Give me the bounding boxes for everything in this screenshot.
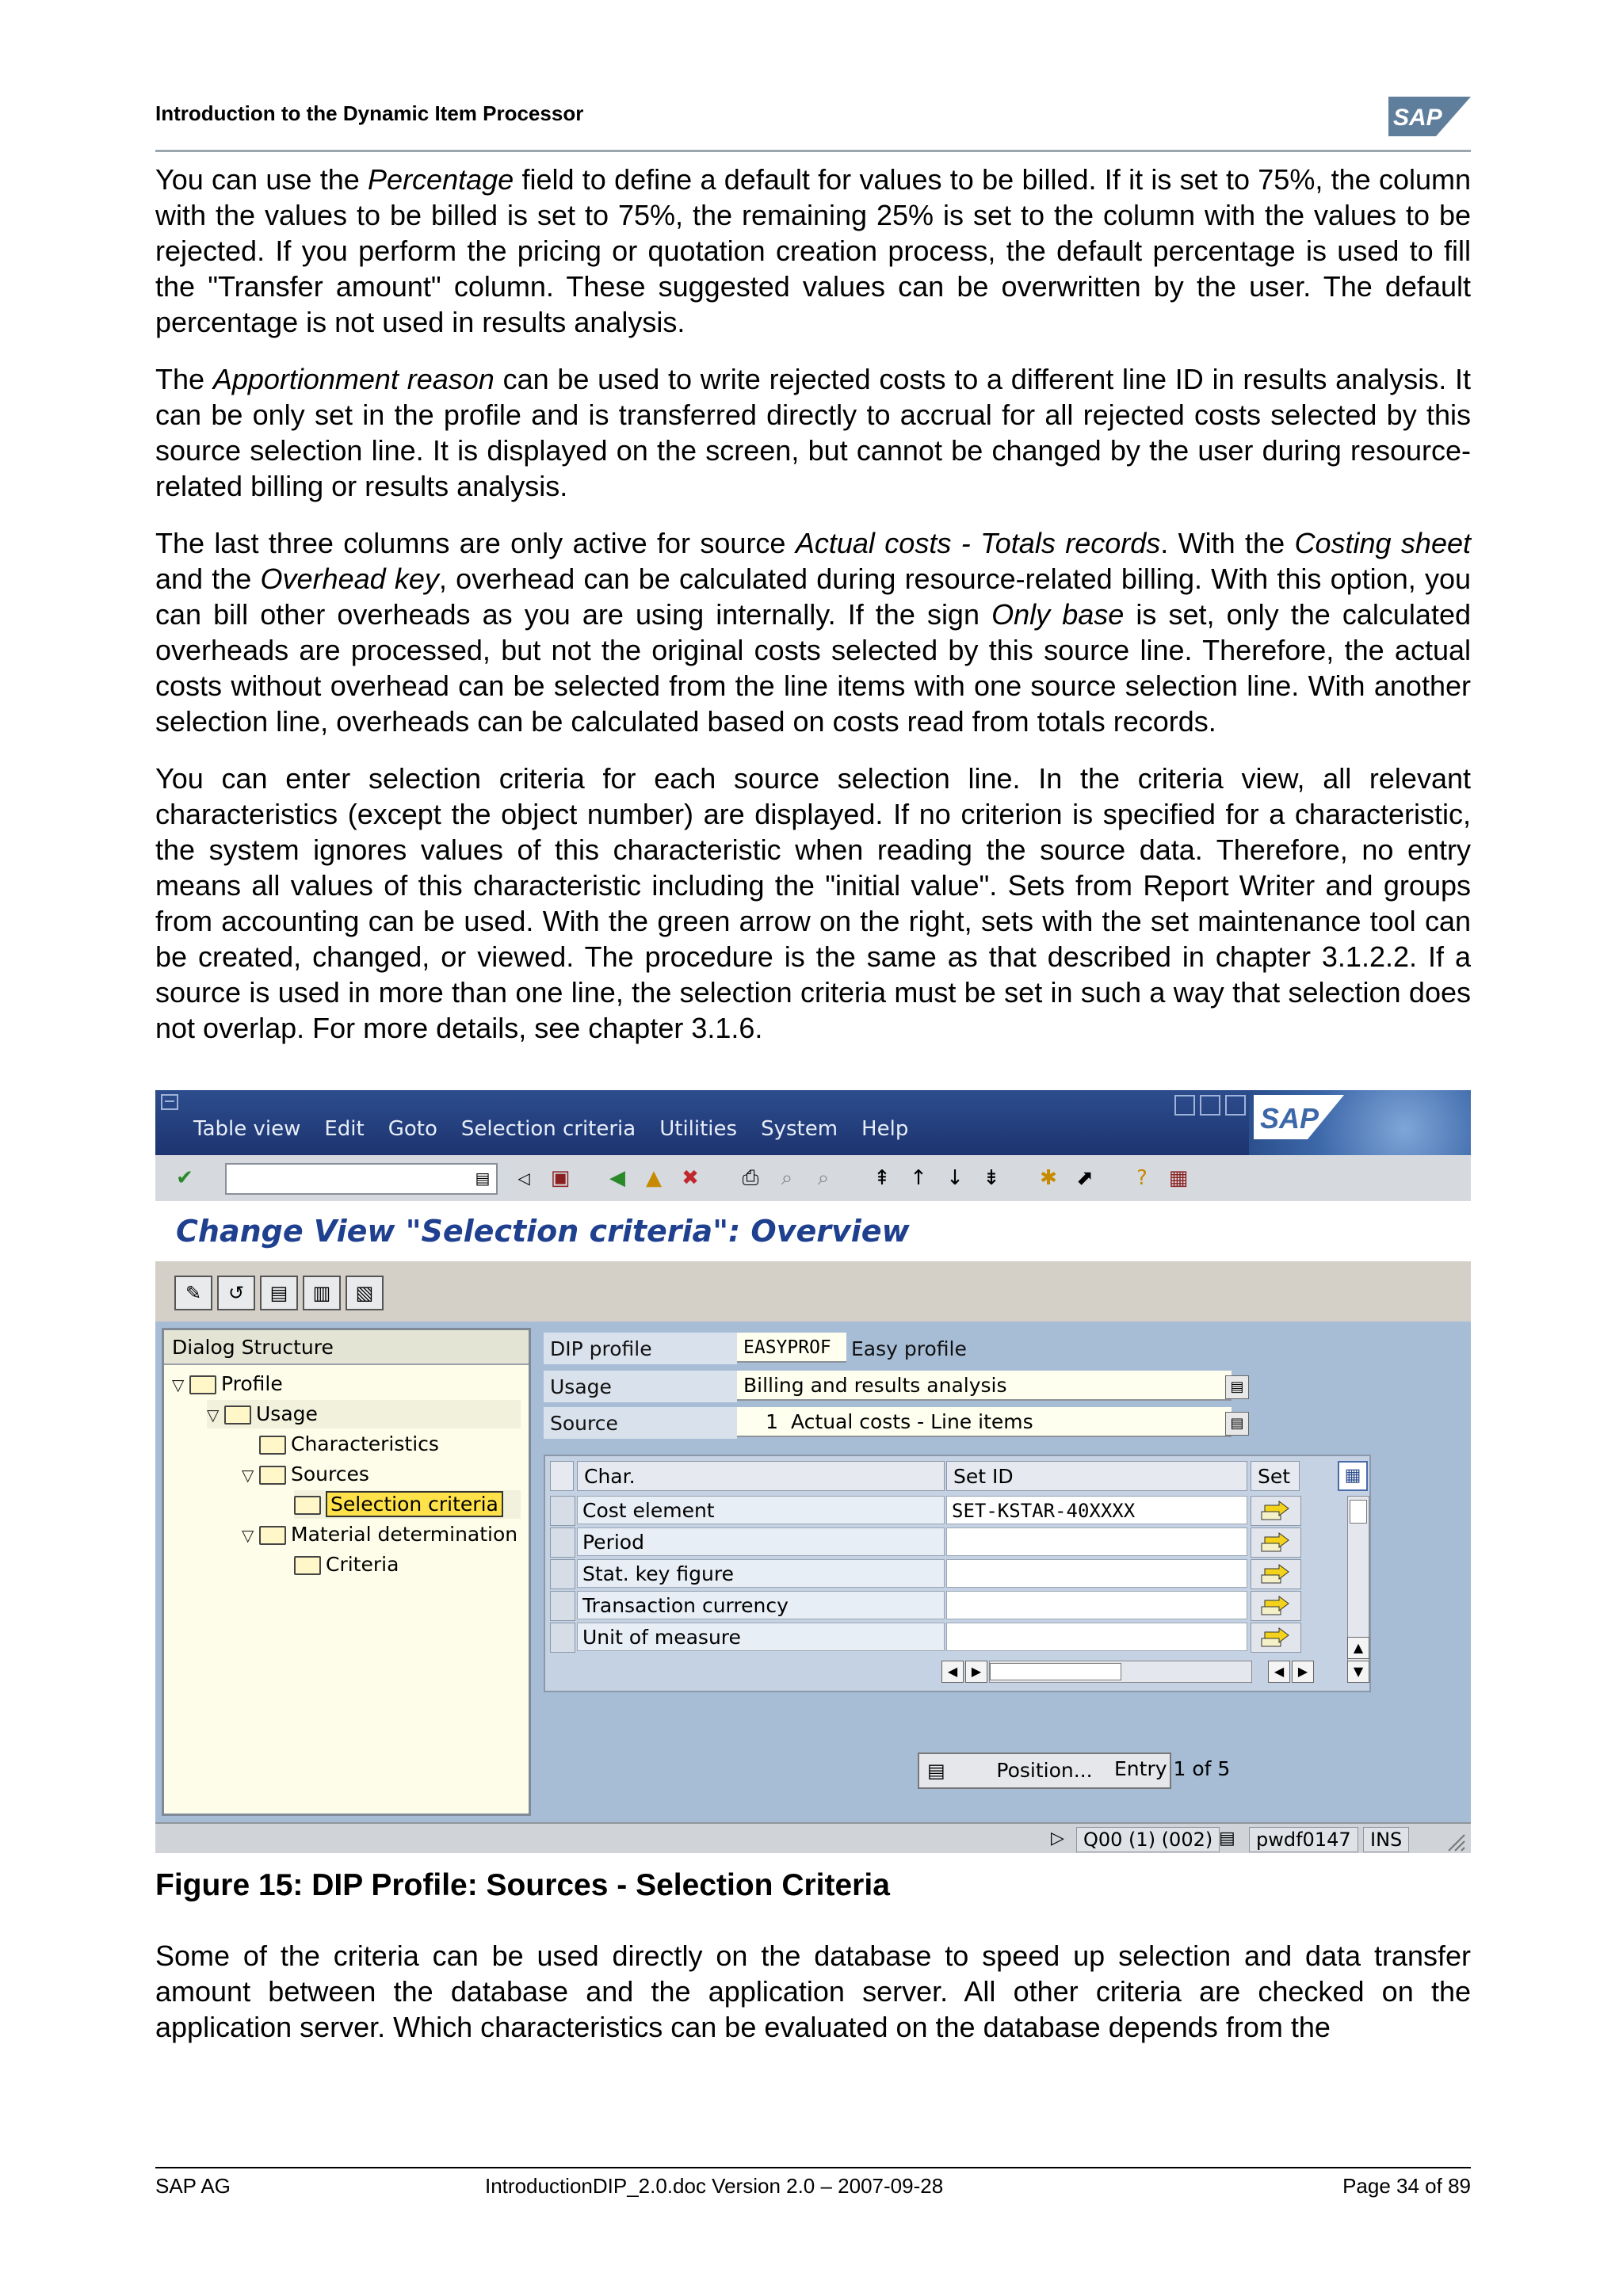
first-page-icon[interactable]: ⇞ [873,1166,891,1190]
status-mode: INS [1363,1827,1409,1852]
print-icon[interactable]: ⎙ [742,1165,759,1190]
green-arrow-icon [1260,1501,1292,1521]
sap-menu-bar [193,1117,908,1141]
undo-icon[interactable]: ↺ [217,1276,255,1310]
row-selector[interactable] [550,1496,575,1526]
dip-profile-label: DIP profile [550,1337,652,1360]
scroll-right-icon[interactable]: ▶ [1292,1661,1314,1683]
standard-toolbar [155,1155,1471,1203]
find-icon[interactable]: ⌕ [781,1165,793,1190]
scroll-left-icon[interactable]: ◀ [1268,1661,1290,1683]
table-row [550,1526,1303,1558]
position-icon: ▤ [927,1760,945,1782]
scroll-thumb[interactable] [1350,1500,1367,1524]
header-title: Introduction to the Dynamic Item Processor [155,101,584,125]
sap-brand-logo [1254,1095,1344,1139]
view-title-bar [155,1201,1471,1263]
italic-term: Percentage [368,163,514,196]
toolbar-collapse-icon[interactable]: ◁ [517,1169,530,1188]
closing-paragraph: Some of the criteria can be used directly on the database to speed up selection and data transfer amount between the database and the application server. All other criteria are checked on the application server. Which characteristics can be evaluated on the database depends from the [155,1939,1471,2043]
menu-item-goto[interactable]: Goto [388,1117,437,1141]
sap-logo [1388,97,1471,136]
set-id-input[interactable] [946,1559,1247,1588]
sap-brand-text: SAP [1260,1102,1319,1135]
tree-title: Dialog Structure [164,1330,529,1365]
body-text [155,162,1471,1067]
exit-icon[interactable]: ▲ [646,1166,662,1190]
expand-icon[interactable]: ▽ [207,1405,220,1425]
menu-item-edit[interactable]: Edit [324,1117,365,1141]
figure-caption: Figure 15: DIP Profile: Sources - Selection Criteria [155,1868,890,1902]
source-label: Source [550,1412,618,1435]
set-maintenance-button[interactable] [1251,1496,1301,1526]
create-session-icon[interactable]: ✱ [1040,1166,1057,1190]
value-help-icon[interactable]: ▤ [1225,1412,1249,1436]
open-folder-icon [294,1496,321,1515]
menu-item-system[interactable]: System [761,1117,838,1141]
set-maintenance-button[interactable] [1251,1591,1301,1621]
italic-term: Only base [991,598,1125,631]
help-icon[interactable]: ? [1136,1166,1148,1190]
resize-grip-icon[interactable] [1442,1829,1466,1852]
scroll-right-icon[interactable]: ▶ [965,1661,987,1683]
main-area [155,1322,1471,1822]
footer-page-number: Page 34 of 89 [1342,2174,1471,2198]
green-arrow-icon [1260,1627,1292,1648]
char-cell: Transaction currency [577,1591,945,1619]
italic-term: Apportionment reason [212,363,495,395]
cancel-icon[interactable]: ✖ [682,1166,699,1190]
folder-icon [259,1436,286,1455]
char-cell: Unit of measure [577,1623,945,1651]
header-rule [155,150,1471,152]
menu-item-utilities[interactable]: Utilities [659,1117,738,1141]
scroll-down-icon[interactable]: ▼ [1347,1661,1369,1683]
page-header [155,93,1471,154]
folder-icon [224,1405,251,1425]
char-cell: Cost element [577,1496,945,1524]
expand-icon[interactable]: ▽ [242,1466,254,1485]
status-expand-icon[interactable]: ▷ [1051,1829,1064,1848]
set-maintenance-button[interactable] [1251,1623,1301,1653]
previous-page-icon[interactable]: ↑ [910,1166,927,1190]
green-arrow-icon [1260,1596,1292,1616]
shortcut-icon[interactable]: ⬈ [1076,1166,1094,1190]
set-maintenance-button[interactable] [1251,1559,1301,1589]
close-icon[interactable] [1225,1095,1246,1116]
dip-profile-description: Easy profile [851,1337,967,1360]
enter-icon[interactable]: ✔ [176,1166,193,1190]
next-page-icon[interactable]: ↓ [946,1166,964,1190]
table-row [550,1621,1303,1653]
paragraph: You can use the Percentage field to define a default for values to be billed. If it is set to 75%, the column with the values to be billed is set to 75%, the remaining 25% is set to the column with the values to be rejected. If you perform the pricing or quotation creation process, the default percentage is used to fill the "Transfer amount" column. These suggested values can be overwritten by the user. The default percentage is not used in results analysis. [155,163,1471,338]
source-number-field: 1 [737,1407,785,1437]
sap-brand-area [1249,1090,1471,1155]
row-selector[interactable] [550,1559,575,1589]
column-header-set-id[interactable]: Set ID [946,1461,1247,1491]
layout-menu-icon[interactable]: ▦ [1168,1166,1189,1190]
table-row [550,1589,1303,1621]
status-host: pwdf0147 [1249,1827,1358,1852]
usage-field: Billing and results analysis [737,1371,1232,1401]
change-display-icon[interactable]: ✎ [174,1276,212,1310]
value-help-icon[interactable]: ▤ [1225,1375,1249,1399]
dialog-structure-tree [162,1328,531,1816]
set-id-input[interactable]: SET-KSTAR-40XXXX [946,1496,1247,1524]
last-page-icon[interactable]: ⇟ [983,1166,1000,1190]
folder-icon [189,1375,216,1394]
footer-company: SAP AG [155,2174,231,2198]
row-selector[interactable] [550,1591,575,1621]
application-toolbar [155,1261,1471,1322]
footer-document: IntroductionDIP_2.0.doc Version 2.0 – 2007-09-28 [485,2174,944,2198]
usage-label: Usage [550,1375,612,1398]
tree-item-usage[interactable]: ▽ Usage [207,1400,521,1428]
menu-item-table-view[interactable]: Table view [193,1117,301,1141]
select-all-rows-header[interactable] [550,1461,574,1491]
sap-titlebar [155,1090,1471,1155]
tree-item-selection-criteria[interactable]: Selection criteria [294,1490,521,1519]
scroll-left-icon[interactable]: ◀ [941,1661,964,1683]
sap-logo-text: SAP [1393,105,1442,131]
position-button-label: Position... [996,1759,1093,1782]
green-arrow-icon [1260,1564,1292,1585]
horizontal-scrollbar[interactable] [989,1661,1252,1683]
selection-criteria-table [544,1455,1371,1692]
set-maintenance-button[interactable] [1251,1527,1301,1558]
paragraph: The last three columns are only active for source Actual costs - Totals records. With the Costing sheet and the Overhead key, overhead can be calculated during resource-related billing. With this option, you can bill other overheads as you are using internally. If the sign Only base is set, only the calculated overheads are processed, but not the original costs selected by this source line. Therefore, the actual costs without overhead can be selected from the line items with one source selection line. With another selection line, overheads can be calculated based on costs read from totals records. [155,527,1472,738]
folder-icon [259,1466,286,1485]
footer-rule [155,2167,1471,2168]
italic-term: Costing sheet [1294,527,1472,559]
status-info-icon[interactable]: ▤ [1219,1829,1235,1848]
tree-item-sources[interactable]: ▽ Sources [242,1460,521,1489]
row-selector[interactable] [550,1623,575,1653]
sap-screenshot [155,1090,1471,1853]
green-arrow-icon [1260,1532,1292,1553]
table-settings-icon[interactable]: ▦ [1338,1461,1368,1491]
minimize-icon[interactable] [1174,1095,1195,1116]
select-block-icon[interactable]: ▥ [303,1276,341,1310]
char-cell: Stat. key figure [577,1559,945,1588]
source-field: Actual costs - Line items [785,1407,1232,1437]
table-row [550,1494,1303,1526]
char-cell: Period [577,1527,945,1556]
folder-icon [294,1556,321,1575]
save-icon[interactable]: ▣ [550,1166,571,1190]
deselect-all-icon[interactable]: ▧ [346,1276,384,1310]
tree-item-criteria[interactable]: Criteria [294,1550,521,1579]
expand-icon[interactable]: ▽ [172,1375,185,1394]
table-row [550,1558,1303,1589]
tree-item-characteristics[interactable]: Characteristics [259,1430,521,1459]
find-next-icon[interactable]: ⌕ [817,1165,830,1190]
back-icon[interactable]: ◀ [609,1166,625,1190]
column-header-set[interactable]: Set [1251,1461,1300,1491]
italic-term: Actual costs - Totals records [795,527,1161,559]
command-history-icon[interactable]: ▤ [475,1169,491,1188]
expand-icon[interactable]: ▽ [242,1526,254,1545]
tree-item-material-determination[interactable]: ▽ Material determination [242,1520,521,1549]
menu-item-selection-criteria[interactable]: Selection criteria [460,1117,636,1141]
paragraph: You can enter selection criteria for each source selection line. In the criteria view, all relevant characteristics (except the object number) are displayed. If no criterion is specified for a characteristic, the system ignores values of this characteristic when reading the source data. Therefore, no entry means all values of this characteristic including the "initial value". Sets from Report Writer and groups from accounting can be used. With the green arrow on the right, sets with the set maintenance tool can be created, changed, or viewed. The procedure is the same as that described in chapter 3.1.2.2. If a source is used in more than one line, the selection criteria must be set in such a way that selection does not overlap. For more details, see chapter 3.1.6. [155,762,1471,1044]
column-header-char[interactable]: Char. [577,1461,945,1491]
window-controls [1174,1095,1246,1116]
tree-item-profile[interactable]: ▽ Profile [172,1370,521,1398]
row-selector[interactable] [550,1527,575,1558]
paragraph: The Apportionment reason can be used to write rejected costs to a different line ID in results analysis. It can be only set in the profile and is transferred directly to accrual for all rejected costs selected by this source selection line. It is displayed on the screen, but cannot be changed by the user during resource-related billing or results analysis. [155,363,1471,502]
entry-counter: Entry 1 of 5 [1114,1757,1231,1780]
select-all-icon[interactable]: ▤ [260,1276,298,1310]
italic-term: Overhead key [260,563,439,595]
command-field[interactable] [225,1163,498,1195]
folder-icon [259,1526,286,1545]
maximize-icon[interactable] [1200,1095,1220,1116]
scroll-thumb[interactable] [990,1663,1121,1680]
status-bar [155,1822,1471,1853]
dip-profile-field: EASYPROF [737,1333,846,1363]
set-id-input[interactable] [946,1591,1247,1619]
scroll-up-icon[interactable]: ▲ [1347,1637,1369,1659]
status-system: Q00 (1) (002) [1076,1827,1220,1852]
view-title: Change View "Selection criteria": Overview [176,1214,910,1249]
window-menu-icon[interactable] [160,1093,181,1112]
set-id-input[interactable] [946,1527,1247,1556]
set-id-input[interactable] [946,1623,1247,1651]
menu-item-help[interactable]: Help [861,1117,909,1141]
